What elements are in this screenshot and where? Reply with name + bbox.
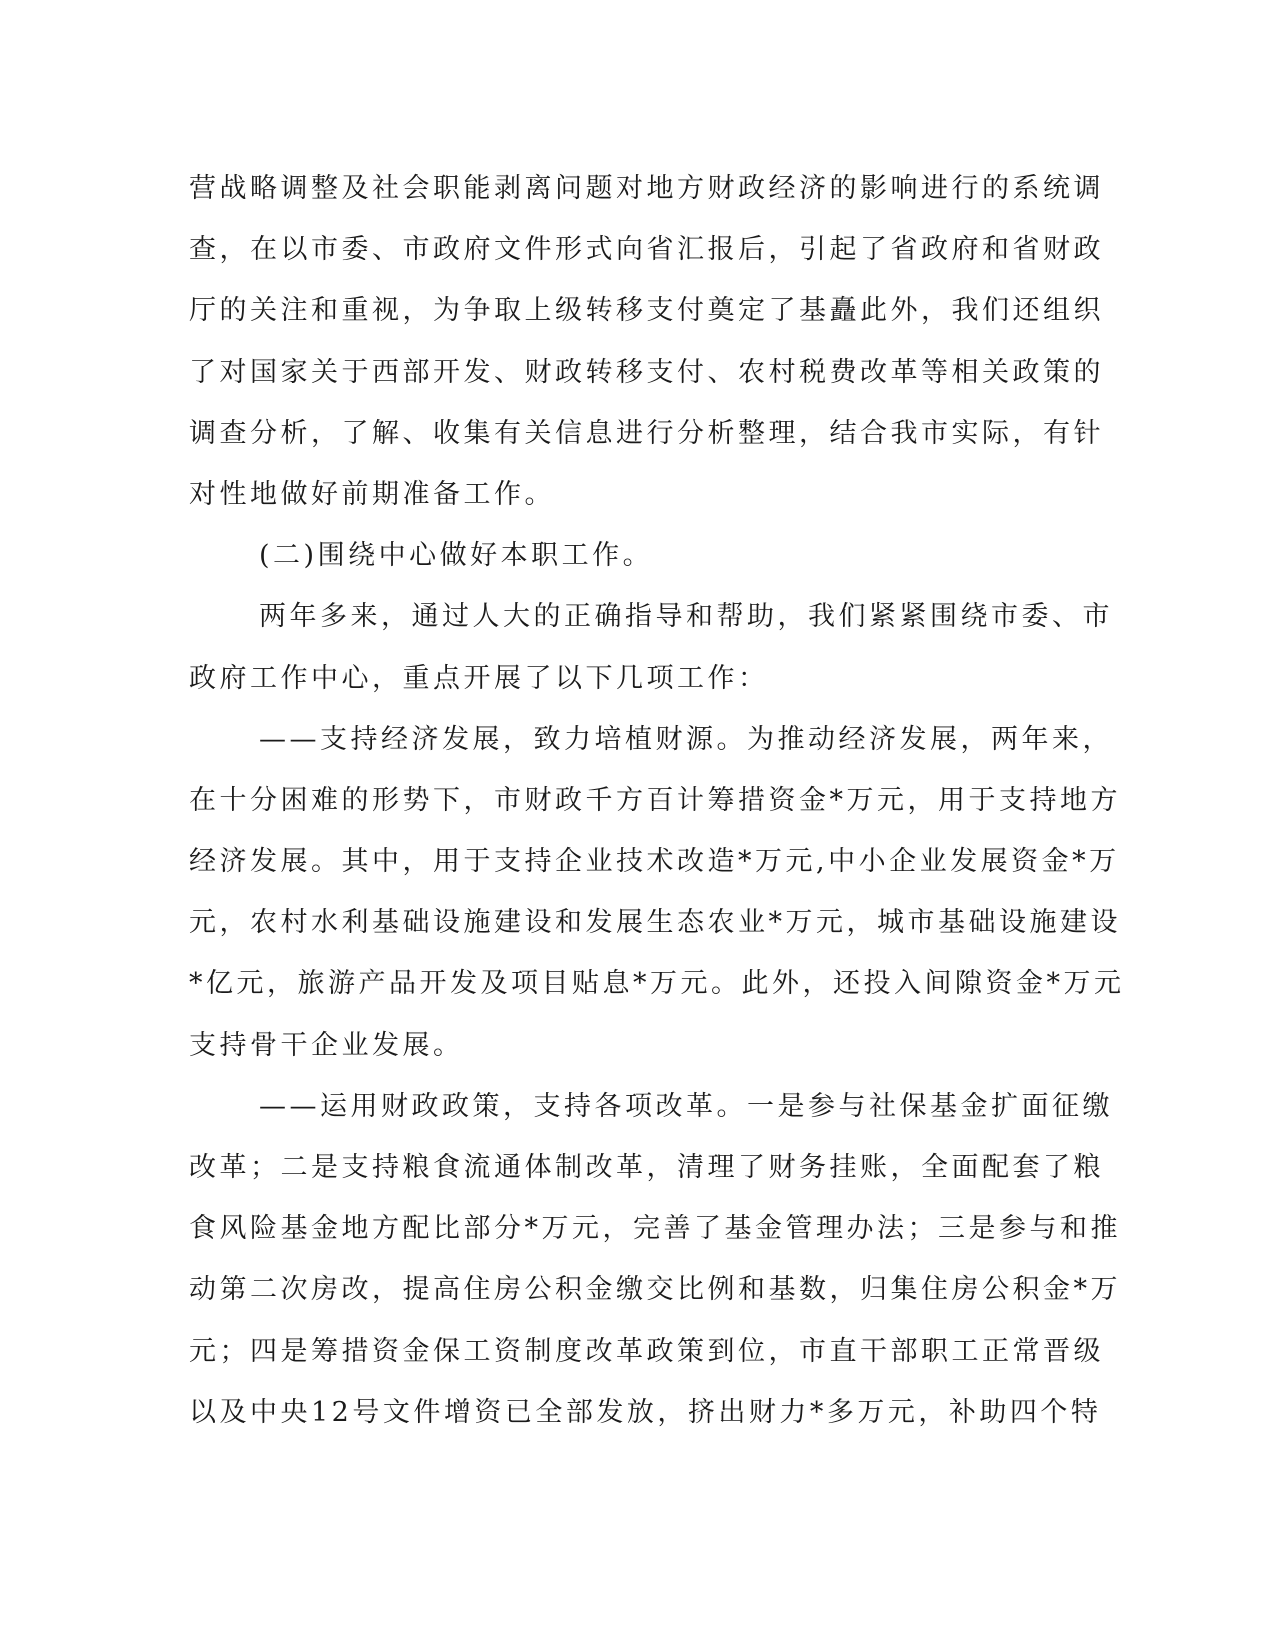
text-line: 元，农村水利基础设施建设和发展生态农业*万元，城市基础设施建设 (189, 907, 1121, 939)
text-line: 营战略调整及社会职能剥离问题对地方财政经济的影响进行的系统调 (189, 173, 1104, 204)
text-line: 查，在以市委、市政府文件形式向省汇报后，引起了省政府和省财政 (189, 234, 1104, 266)
body-text (189, 158, 1125, 1443)
text-line: 政府工作中心，重点开展了以下几项工作： (189, 662, 769, 694)
text-line: 两年多来，通过人大的正确指导和帮助，我们紧紧围绕市委、市 (259, 601, 1113, 633)
text-line: 动第二次房改，提高住房公积金缴交比例和基数，归集住房公积金*万 (189, 1274, 1121, 1306)
text-line: 了对国家关于西部开发、财政转移支付、农村税费改革等相关政策的 (189, 356, 1104, 388)
text-line: 在十分困难的形势下，市财政千方百计筹措资金*万元，用于支持地方 (189, 784, 1121, 816)
section-heading: (二)围绕中心做好本职工作。 (259, 540, 654, 572)
text-line: 食风险基金地方配比部分*万元，完善了基金管理办法；三是参与和推 (189, 1213, 1121, 1245)
text-line: 调查分析，了解、收集有关信息进行分析整理，结合我市实际，有针 (189, 417, 1104, 449)
text-line: 以及中央12号文件增资已全部发放，挤出财力*多万元，补助四个特 (189, 1396, 1102, 1428)
text-line: 支持骨干企业发展。 (189, 1029, 464, 1061)
text-line: 厅的关注和重视，为争取上级转移支付奠定了基矗此外，我们还组织 (189, 295, 1104, 327)
text-line: 改革；二是支持粮食流通体制改革，清理了财务挂账，全面配套了粮 (189, 1152, 1104, 1183)
text-line: 对性地做好前期准备工作。 (189, 478, 555, 510)
text-line: 经济发展。其中，用于支持企业技术改造*万元,中小企业发展资金*万 (189, 846, 1120, 878)
text-line: ——支持经济发展，致力培植财源。为推动经济发展，两年来， (259, 723, 1113, 755)
text-line: *亿元，旅游产品开发及项目贴息*万元。此外，还投入间隙资金*万元 (189, 968, 1125, 1000)
text-line: 元；四是筹措资金保工资制度改革政策到位，市直干部职工正常晋级 (189, 1335, 1104, 1367)
text-line: ——运用财政政策，支持各项改革。一是参与社保基金扩面征缴 (259, 1090, 1113, 1122)
